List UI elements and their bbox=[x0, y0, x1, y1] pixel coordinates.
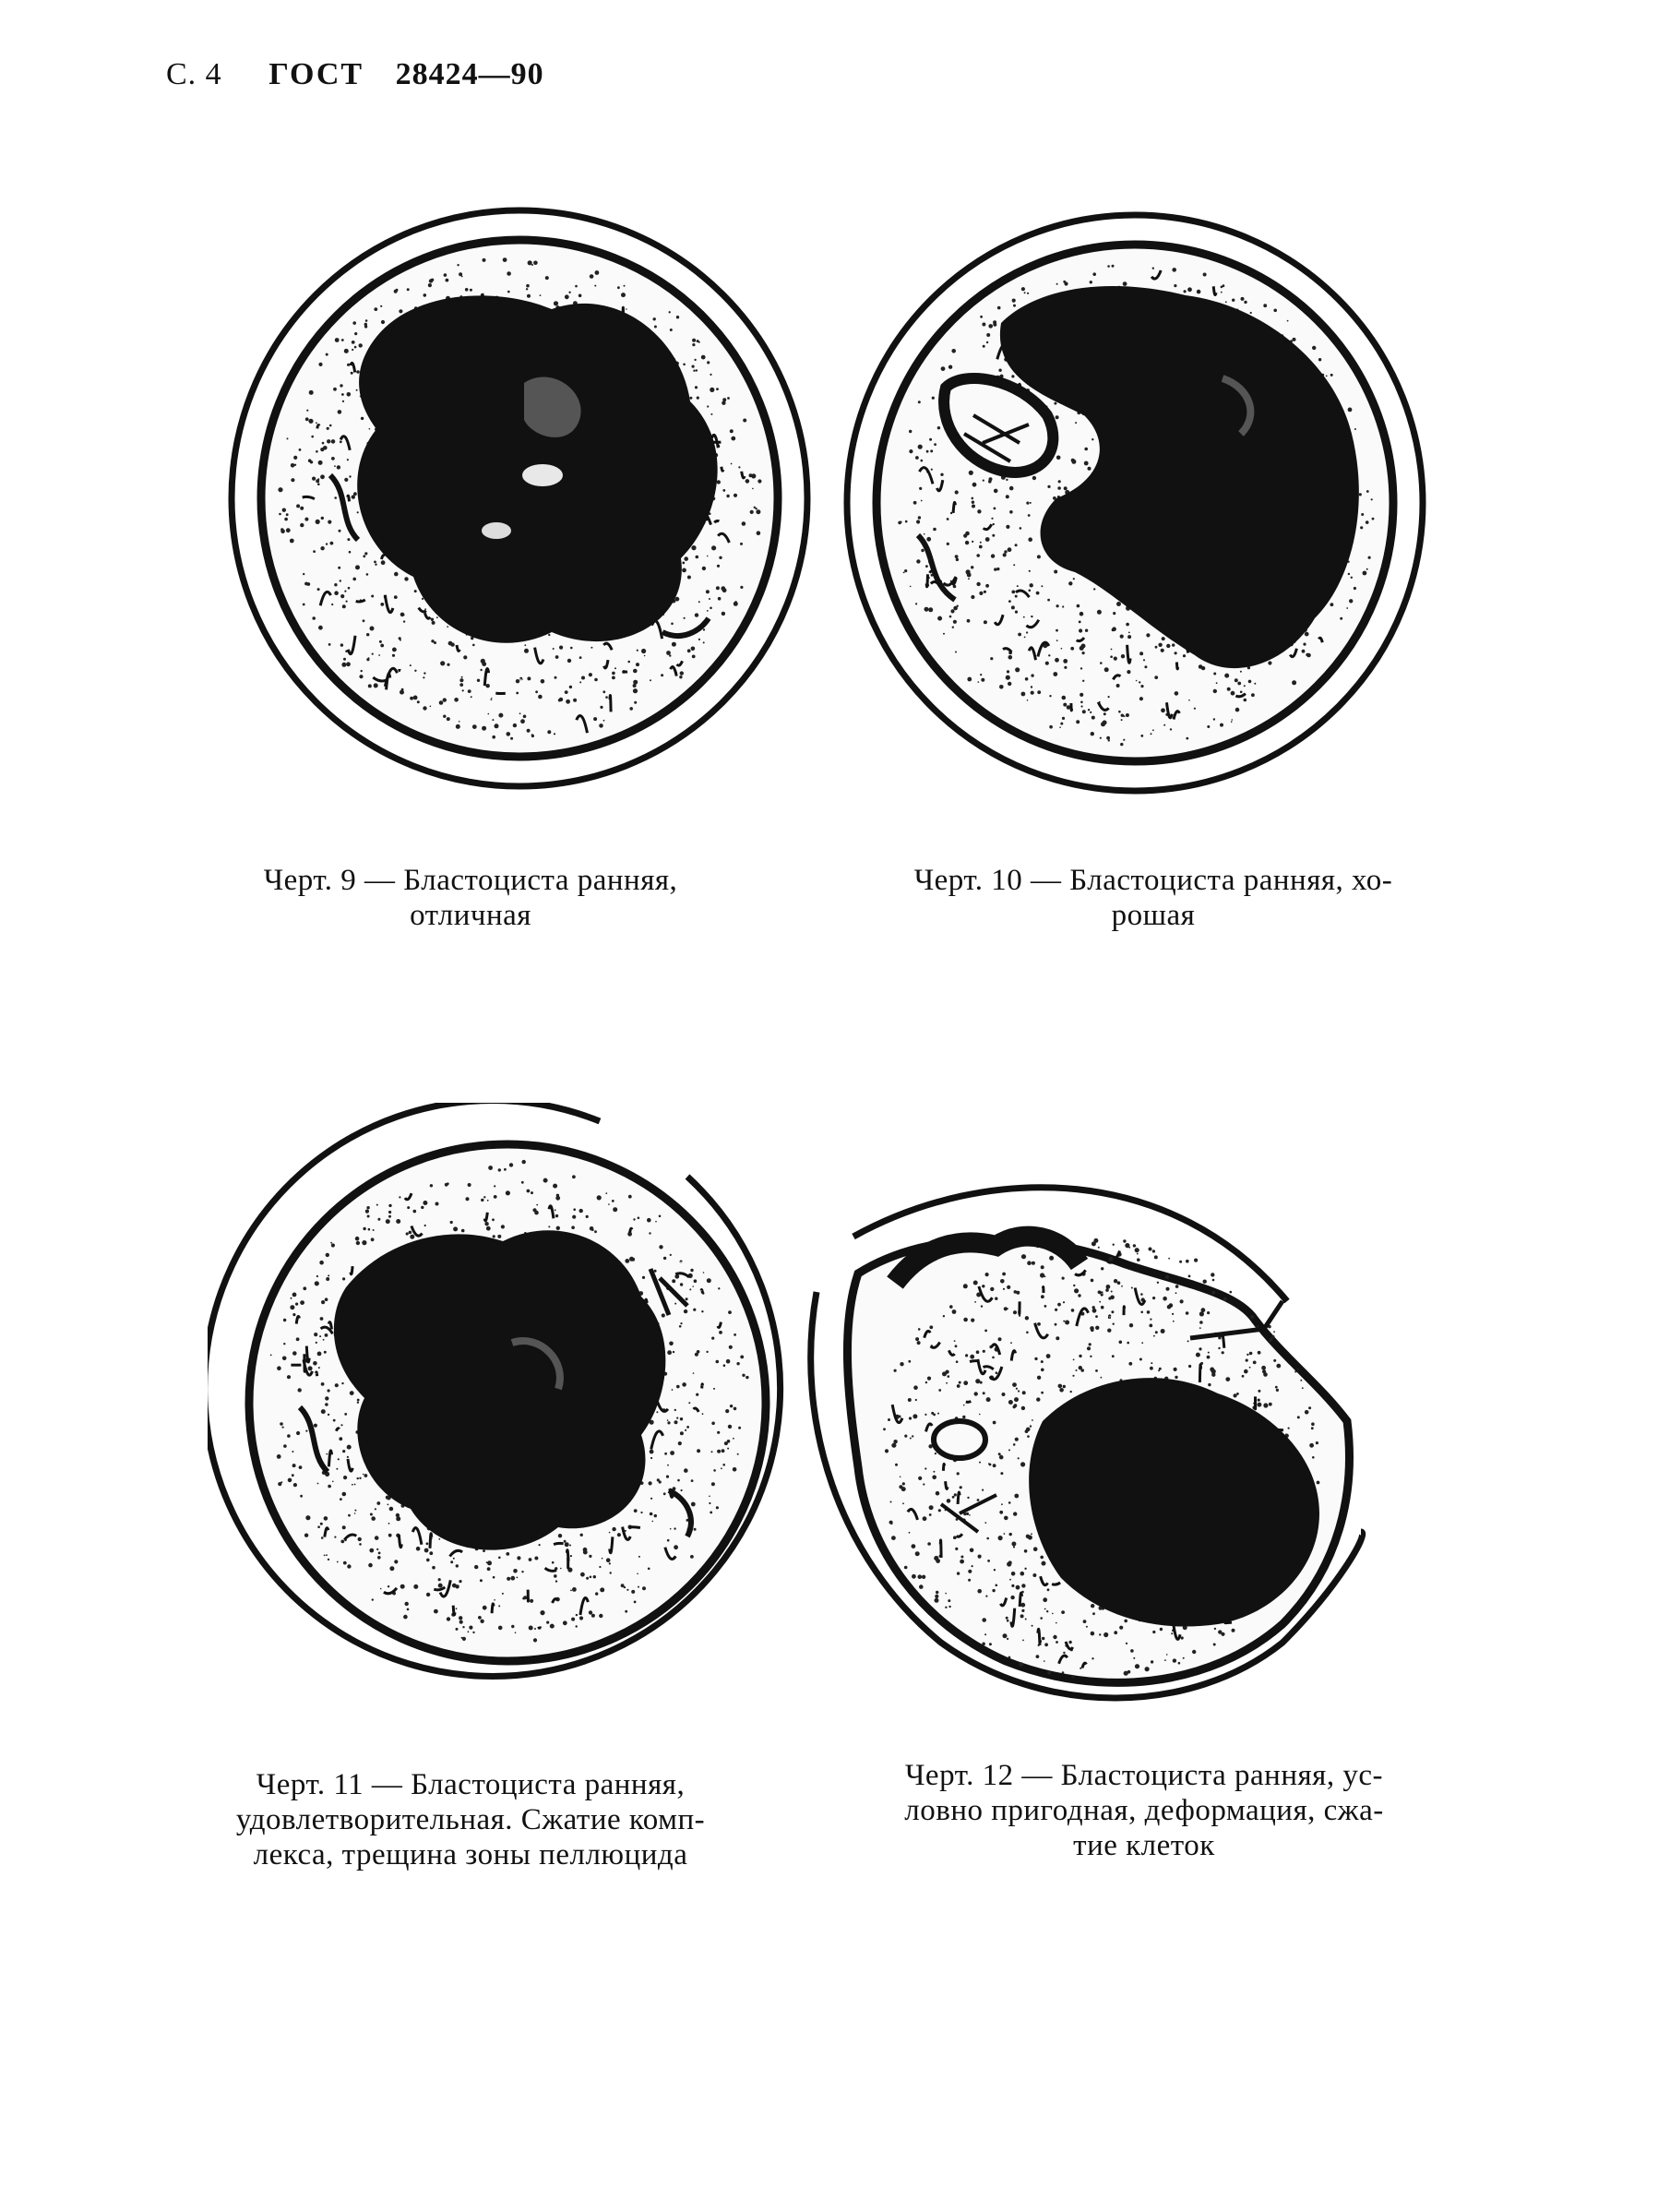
figure-10-blastocyst-drawing bbox=[835, 203, 1435, 803]
figure-11-caption: Черт. 11 — Бластоциста ранняя, удовлетворительная. Сжатие комп- лекса, трещина зоны пеллюцида bbox=[235, 1768, 706, 1871]
figure-9-caption: Черт. 9 — Бластоциста ранняя, отличная bbox=[263, 864, 678, 932]
figure-10-svg bbox=[835, 203, 1435, 803]
figure-10-caption: Черт. 10 — Бластоциста ранняя, хо- рошая bbox=[913, 864, 1393, 932]
page-number: С. 4 bbox=[166, 57, 222, 91]
figure-11-blastocyst-drawing bbox=[208, 1103, 807, 1703]
standard-number: 28424—90 bbox=[395, 57, 544, 91]
figure-12-svg bbox=[803, 1144, 1430, 1735]
standard-label: ГОСТ bbox=[268, 57, 364, 91]
figure-12-blastocyst-drawing bbox=[803, 1144, 1430, 1735]
figure-9-blastocyst-drawing bbox=[220, 198, 819, 798]
figure-12-caption: Черт. 12 — Бластоциста ранняя, ус- ловно пригодная, деформация, сжа- тие клеток bbox=[904, 1759, 1384, 1862]
figure-11-svg bbox=[208, 1103, 807, 1703]
page-header bbox=[166, 57, 544, 92]
figure-9-svg bbox=[220, 198, 819, 798]
